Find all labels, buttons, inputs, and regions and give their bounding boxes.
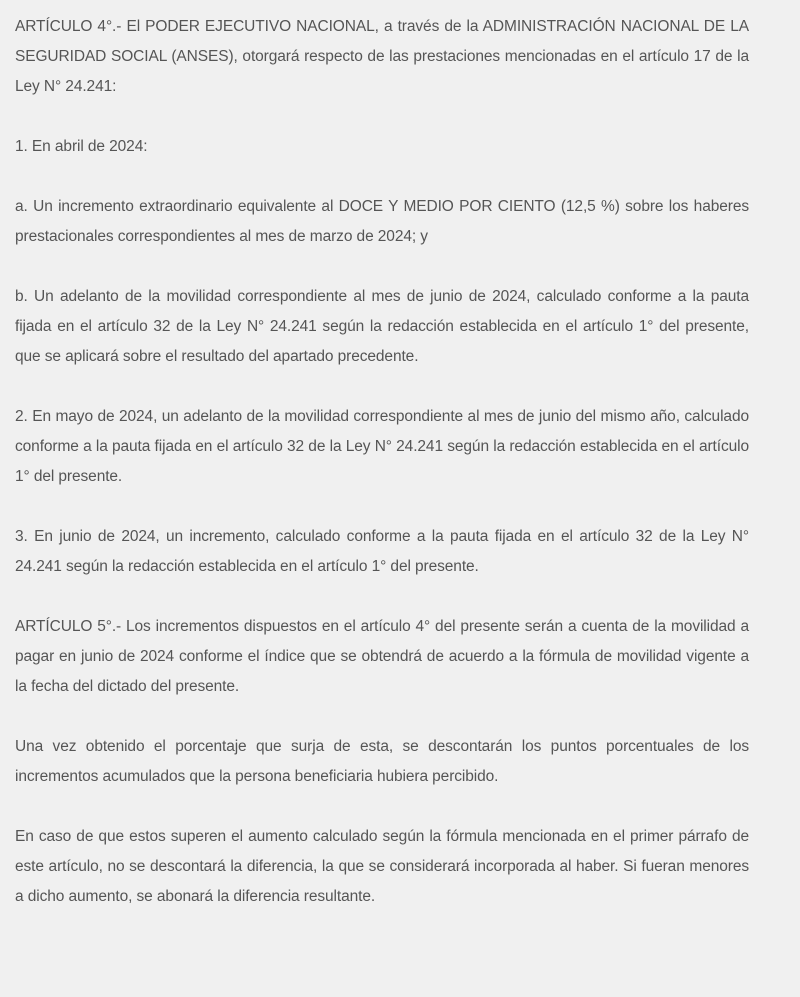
article-5-paragraph-2: Una vez obtenido el porcentaje que surja de esta, se descontarán los puntos porcentuales de los incrementos acumulados que la persona beneficiaria hubiera percibido. bbox=[15, 738, 749, 785]
item-1b: b. Un adelanto de la movilidad correspondiente al mes de junio de 2024, calculado conforme a la pauta fijada en el artículo 32 de la Ley N° 24.241 según la redacción establecida en el artículo 1° del presente, que se aplicará sobre el resultado del apartado precedente. bbox=[15, 288, 749, 365]
article-4-intro: ARTÍCULO 4°.- El PODER EJECUTIVO NACIONAL, a través de la ADMINISTRACIÓN NACIONAL DE LA SEGURIDAD SOCIAL (ANSES), otorgará respecto de las prestaciones mencionadas en el artículo 17 de la Ley N° 24.241: bbox=[15, 18, 749, 95]
item-1: 1. En abril de 2024: bbox=[15, 138, 148, 155]
item-1a: a. Un incremento extraordinario equivalente al DOCE Y MEDIO POR CIENTO (12,5 %) sobre los haberes prestacionales correspondientes al mes de marzo de 2024; y bbox=[15, 198, 749, 245]
article-5: ARTÍCULO 5°.- Los incrementos dispuestos en el artículo 4° del presente serán a cuenta de la movilidad a pagar en junio de 2024 conforme el índice que se obtendrá de acuerdo a la fórmula de movilidad vigente a la fecha del dictado del presente. bbox=[15, 618, 749, 695]
item-3: 3. En junio de 2024, un incremento, calculado conforme a la pauta fijada en el artículo 32 de la Ley N° 24.241 según la redacción establecida en el artículo 1° del presente. bbox=[15, 528, 749, 575]
item-2: 2. En mayo de 2024, un adelanto de la movilidad correspondiente al mes de junio del mismo año, calculado conforme a la pauta fijada en el artículo 32 de la Ley N° 24.241 según la redacción establecida en el artículo 1° del presente. bbox=[15, 408, 749, 485]
article-5-paragraph-3: En caso de que estos superen el aumento calculado según la fórmula mencionada en el primer párrafo de este artículo, no se descontará la diferencia, la que se considerará incorporada al haber. Si fueran menores a dicho aumento, se abonará la diferencia resultante. bbox=[15, 828, 749, 905]
